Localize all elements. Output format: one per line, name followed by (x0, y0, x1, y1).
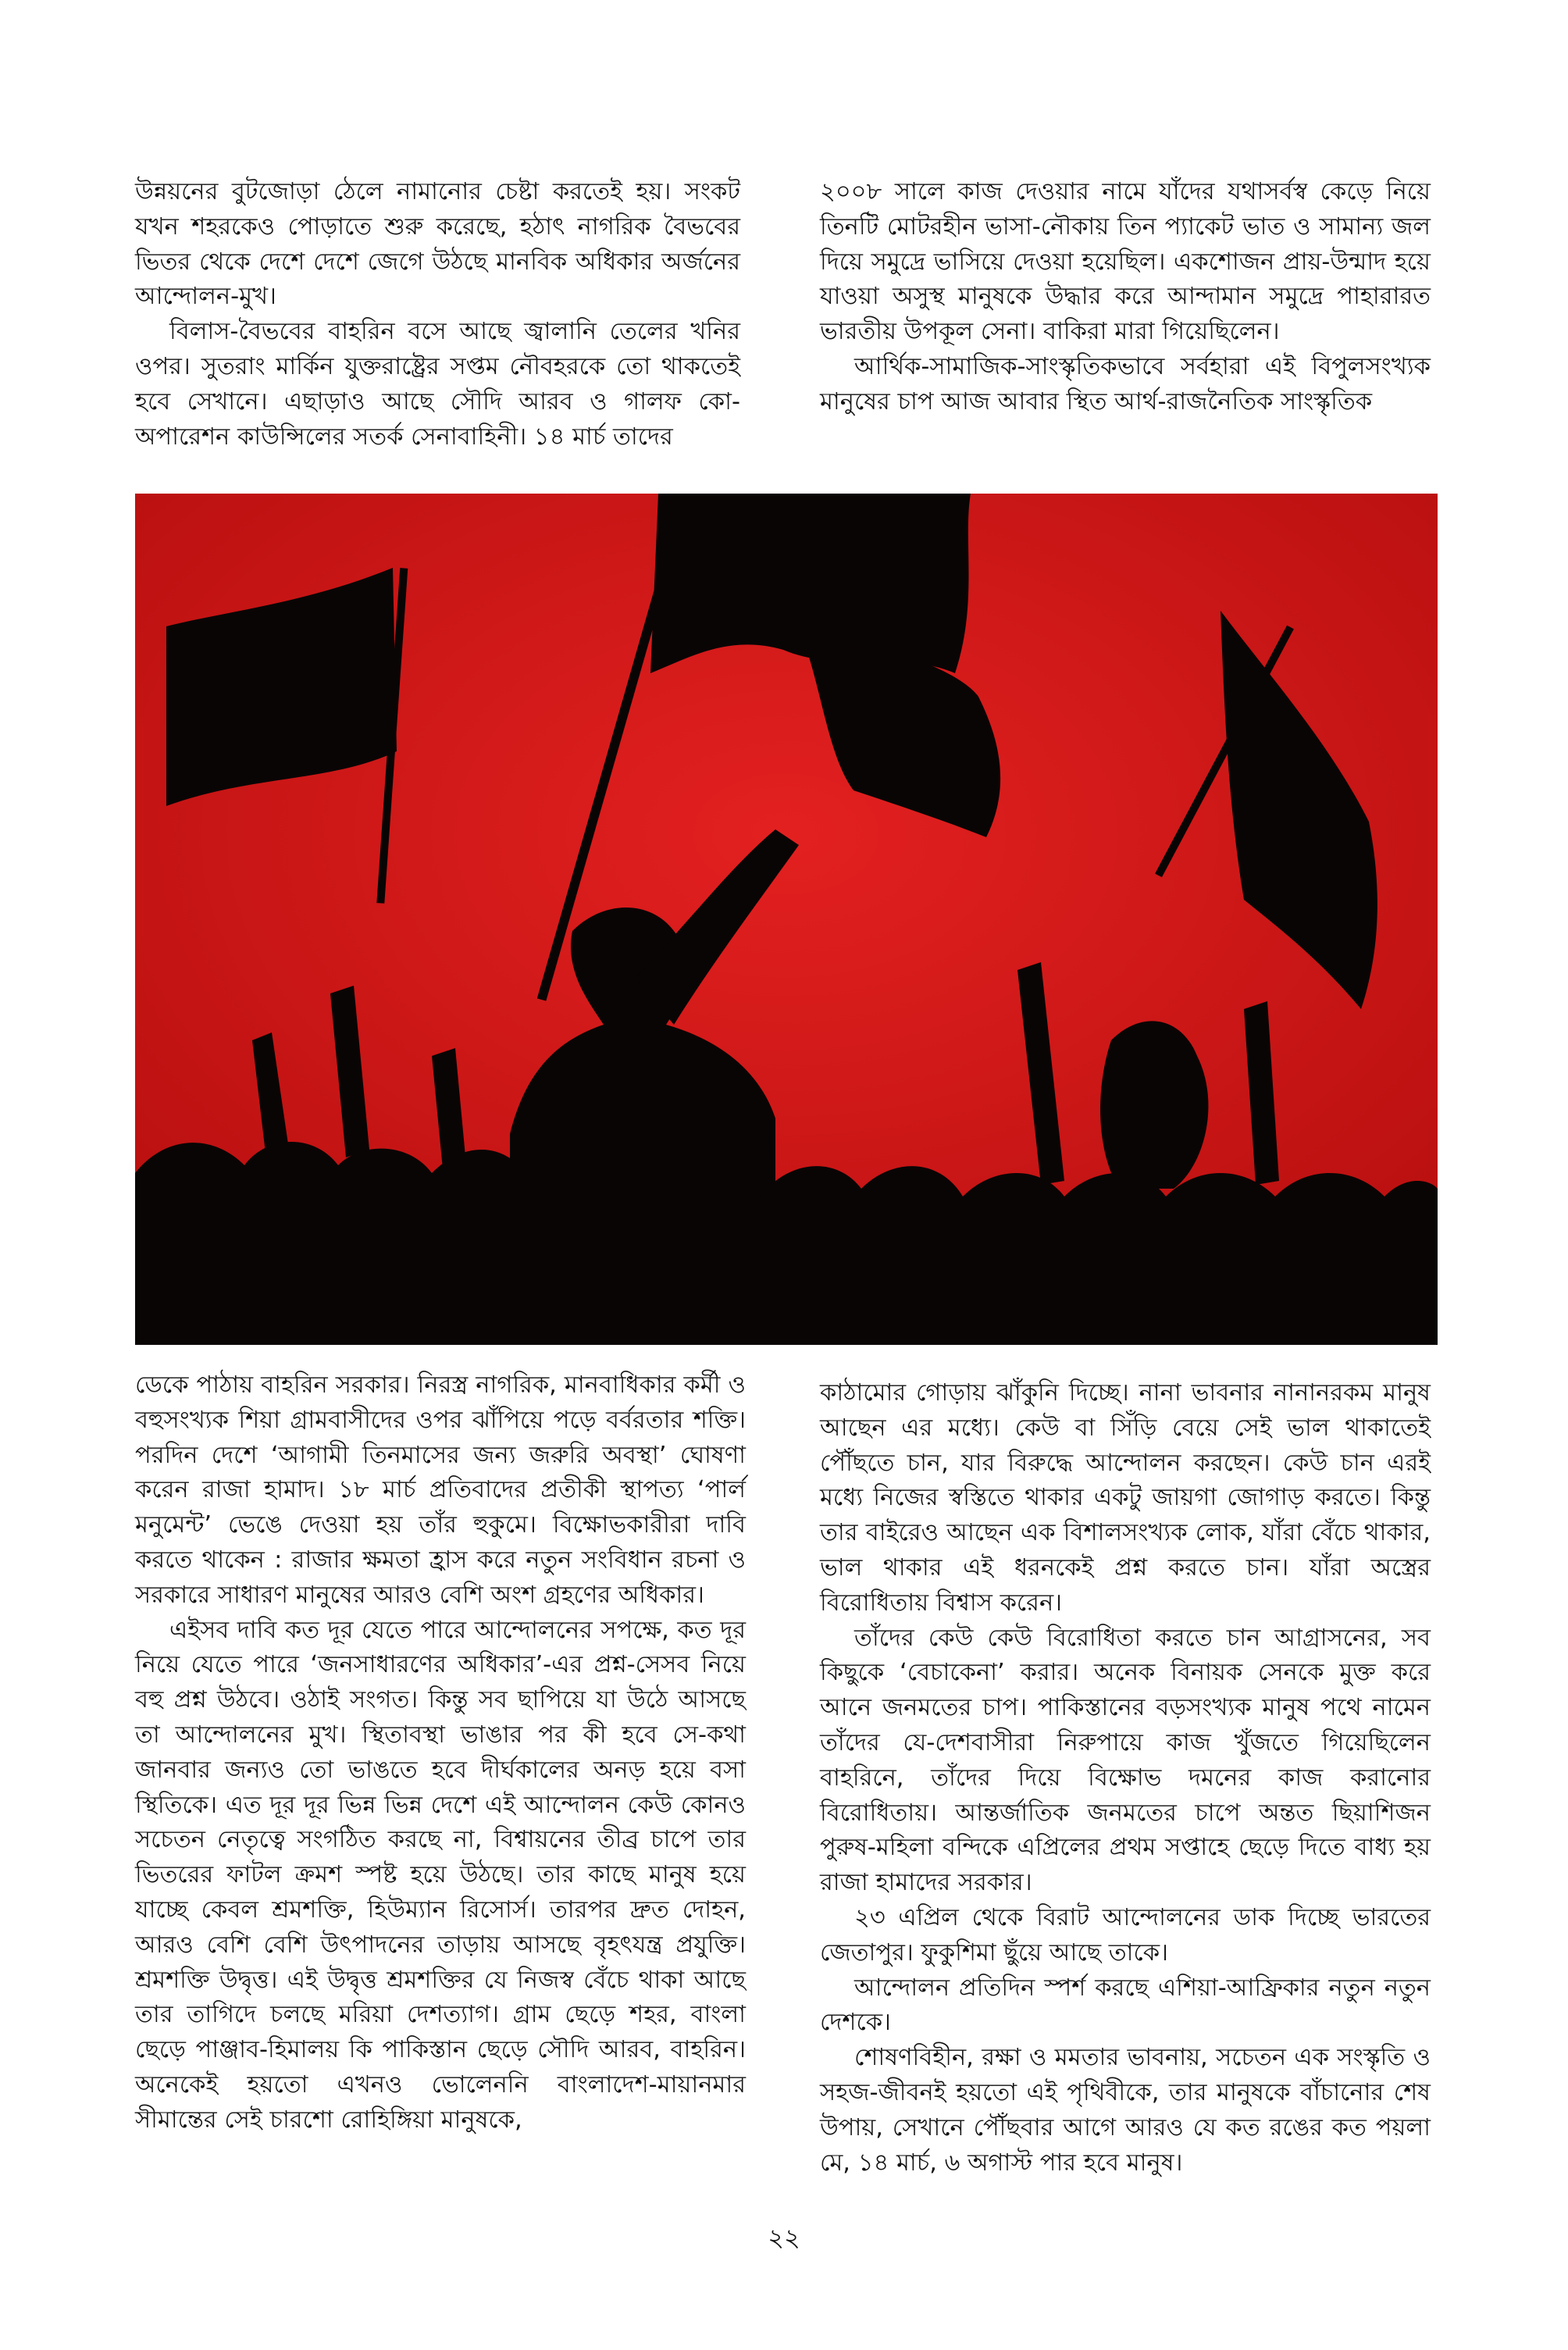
paragraph: শোষণবিহীন, রক্ষা ও মমতার ভাবনায়, সচেতন এক সংস্কৃতি ও সহজ-জীবনই হয়তো এই পৃথিবীকে, তার মানুষকে বাঁচানোর শেষ উপায়, সেখানে পৌঁছবার আগে আরও যে কত রঙের কত পয়লা মে, ১৪ মার্চ, ৬ অগাস্ট পার হবে মানুষ। (820, 2044, 1431, 2177)
article-column-bottom-left (135, 1368, 746, 2181)
paragraph: ২৩ এপ্রিল থেকে বিরাট আন্দোলনের ডাক দিচ্ছে ভারতের জেতাপুর। ফুকুশিমা ছুঁয়ে আছে তাকে। (820, 1903, 1431, 1967)
paragraph: তাঁদের কেউ কেউ বিরোধিতা করতে চান আগ্রাসনের, সব কিছুকে ‘বেচাকেনা’ করার। অনেক বিনায়ক সেনকে মুক্ত করে আনে জনমতের চাপ। পাকিস্তানের বড়সংখ্যক মানুষ পথে নামেন তাঁদের যে-দেশবাসীরা নিরুপায়ে কাজ খুঁজতে গিয়েছিলেন বাহরিনে, তাঁদের দিয়ে বিক্ষোভ দমনের কাজ করানোর বিরোধিতায়। আন্তর্জাতিক জনমতের চাপে অন্তত ছিয়াশিজন পুরুষ-মহিলা বন্দিকে এপ্রিলের প্রথম সপ্তাহে ছেড়ে দিতে বাধ্য হয় রাজা হামাদের সরকার। (820, 1624, 1431, 1897)
paragraph: উন্নয়নের বুটজোড়া ঠেলে নামানোর চেষ্টা করতেই হয়। সংকট যখন শহরকেও পোড়াতে শুরু করেছে, হঠাৎ নাগরিক বৈভবের ভিতর থেকে দেশে দেশে জেগে উঠছে মানবিক অধিকার অর্জনের আন্দোলন-মুখ। (135, 178, 740, 311)
paragraph: বিলাস-বৈভবের বাহরিন বসে আছে জ্বালানি তেলের খনির ওপর। সুতরাং মার্কিন যুক্তরাষ্ট্রের সপ্তম নৌবহরকে তো থাকতেই হবে সেখানে। এছাড়াও আছে সৌদি আরব ও গালফ কো-অপারেশন কাউন্সিলের সতর্ক সেনাবাহিনী। ১৪ মার্চ তাদের (135, 318, 740, 451)
crowd-left (135, 1142, 526, 1345)
flag-center (650, 494, 971, 673)
crowd-right (760, 1166, 1438, 1345)
paragraph: কাঠামোর গোড়ায় ঝাঁকুনি দিচ্ছে। নানা ভাবনার নানানরকম মানুষ আছেন এর মধ্যে। কেউ বা সিঁড়ি বেয়ে সেই ভাল থাকাতেই পৌঁছতে চান, যার বিরুদ্ধে আন্দোলন করছেন। কেউ চান এরই মধ্যে নিজের স্বস্তিতে থাকার একটু জায়গা জোগাড় করতে। কিন্তু তার বাইরেও আছেন এক বিশালসংখ্যক লোক, যাঁরা বেঁচে থাকার, ভাল থাকার এই ধরনকেই প্রশ্ন করতে চান। যাঁরা অস্ত্রের বিরোধিতায় বিশ্বাস করেন। (820, 1379, 1431, 1617)
article-column-top-right (820, 175, 1431, 456)
protest-photo (135, 494, 1438, 1345)
paragraph: ডেকে পাঠায় বাহরিন সরকার। নিরস্ত্র নাগরিক, মানবাধিকার কর্মী ও বহুসংখ্যক শিয়া গ্রামবাসীদের ওপর ঝাঁপিয়ে পড়ে বর্বরতার শক্তি। পরদিন দেশে ‘আগামী তিনমাসের জন্য জরুরি অবস্থা’ ঘোষণা করেন রাজা হামাদ। ১৮ মার্চ প্রতিবাদের প্রতীকী স্থাপত্য ‘পার্ল মনুমেন্ট’ ভেঙে দেওয়া হয় তাঁর হুকুমে। বিক্ষোভকারীরা দাবি করতে থাকেন : রাজার ক্ষমতা হ্রাস করে নতুন সংবিধান রচনা ও সরকারে সাধারণ মানুষের আরও বেশি অংশ গ্রহণের অধিকার। (135, 1371, 746, 1609)
article-column-bottom-right (820, 1376, 1431, 2188)
article-column-top-left (135, 175, 740, 456)
paragraph: ২০০৮ সালে কাজ দেওয়ার নামে যাঁদের যথাসর্বস্ব কেড়ে নিয়ে তিনটি মোটরহীন ভাসা-নৌকায় তিন প্যাকেট ভাত ও সামান্য জল দিয়ে সমুদ্রে ভাসিয়ে দেওয়া হয়েছিল। একশোজন প্রায়-উন্মাদ হয়ে যাওয়া অসুস্থ মানুষকে উদ্ধার করে আন্দামান সমুদ্রে পাহারারত ভারতীয় উপকূল সেনা। বাকিরা মারা গিয়েছিলেন। (820, 178, 1431, 346)
protest-silhouette-image (135, 494, 1438, 1345)
paragraph: আন্দোলন প্রতিদিন স্পর্শ করছে এশিয়া-আফ্রিকার নতুন নতুন দেশকে। (820, 1974, 1431, 2037)
page-number: ২২ (768, 2223, 800, 2252)
crowd-figure-right (1100, 1021, 1208, 1189)
paragraph: এইসব দাবি কত দূর যেতে পারে আন্দোলনের সপক্ষে, কত দূর নিয়ে যেতে পারে ‘জনসাধারণের অধিকার’-এর প্রশ্ন-সেসব নিয়ে বহু প্রশ্ন উঠবে। ওঠাই সংগত। কিন্তু সব ছাপিয়ে যা উঠে আসছে তা আন্দোলনের মুখ। স্থিতাবস্থা ভাঙার পর কী হবে সে-কথা জানবার জন্যও তো ভাঙতে হবে দীর্ঘকালের অনড় হয়ে বসা স্থিতিকে। এত দূর দূর ভিন্ন ভিন্ন দেশে এই আন্দোলন কেউ কোনও সচেতন নেতৃত্বে সংগঠিত করছে না, বিশ্বায়নের তীব্র চাপে তার ভিতরের ফাটল ক্রমশ স্পষ্ট হয়ে উঠছে। তার কাছে মানুষ হয়ে যাচ্ছে কেবল শ্রমশক্তি, হিউম্যান রিসোর্স। তারপর দ্রুত দোহন, আরও বেশি বেশি উৎপাদনের তাড়ায় আসছে বৃহৎযন্ত্র প্রযুক্তি। শ্রমশক্তি উদ্বৃত্ত। এই উদ্বৃত্ত শ্রমশক্তির যে নিজস্ব বেঁচে থাকা আছে তার তাগিদে চলছে মরিয়া দেশত্যাগ। গ্রাম ছেড়ে শহর, বাংলা ছেড়ে পাঞ্জাব-হিমালয় কি পাকিস্তান ছেড়ে সৌদি আরব, বাহরিন। অনেকেই হয়তো এখনও ভোলেননি বাংলাদেশ-মায়ানমার সীমান্তের সেই চারশো রোহিঙ্গিয়া মানুষকে, (135, 1616, 746, 2134)
paragraph: আর্থিক-সামাজিক-সাংস্কৃতিকভাবে সর্বহারা এই বিপুলসংখ্যক মানুষের চাপ আজ আবার স্থিত আর্থ-রাজনৈতিক সাংস্কৃতিক (820, 352, 1431, 415)
